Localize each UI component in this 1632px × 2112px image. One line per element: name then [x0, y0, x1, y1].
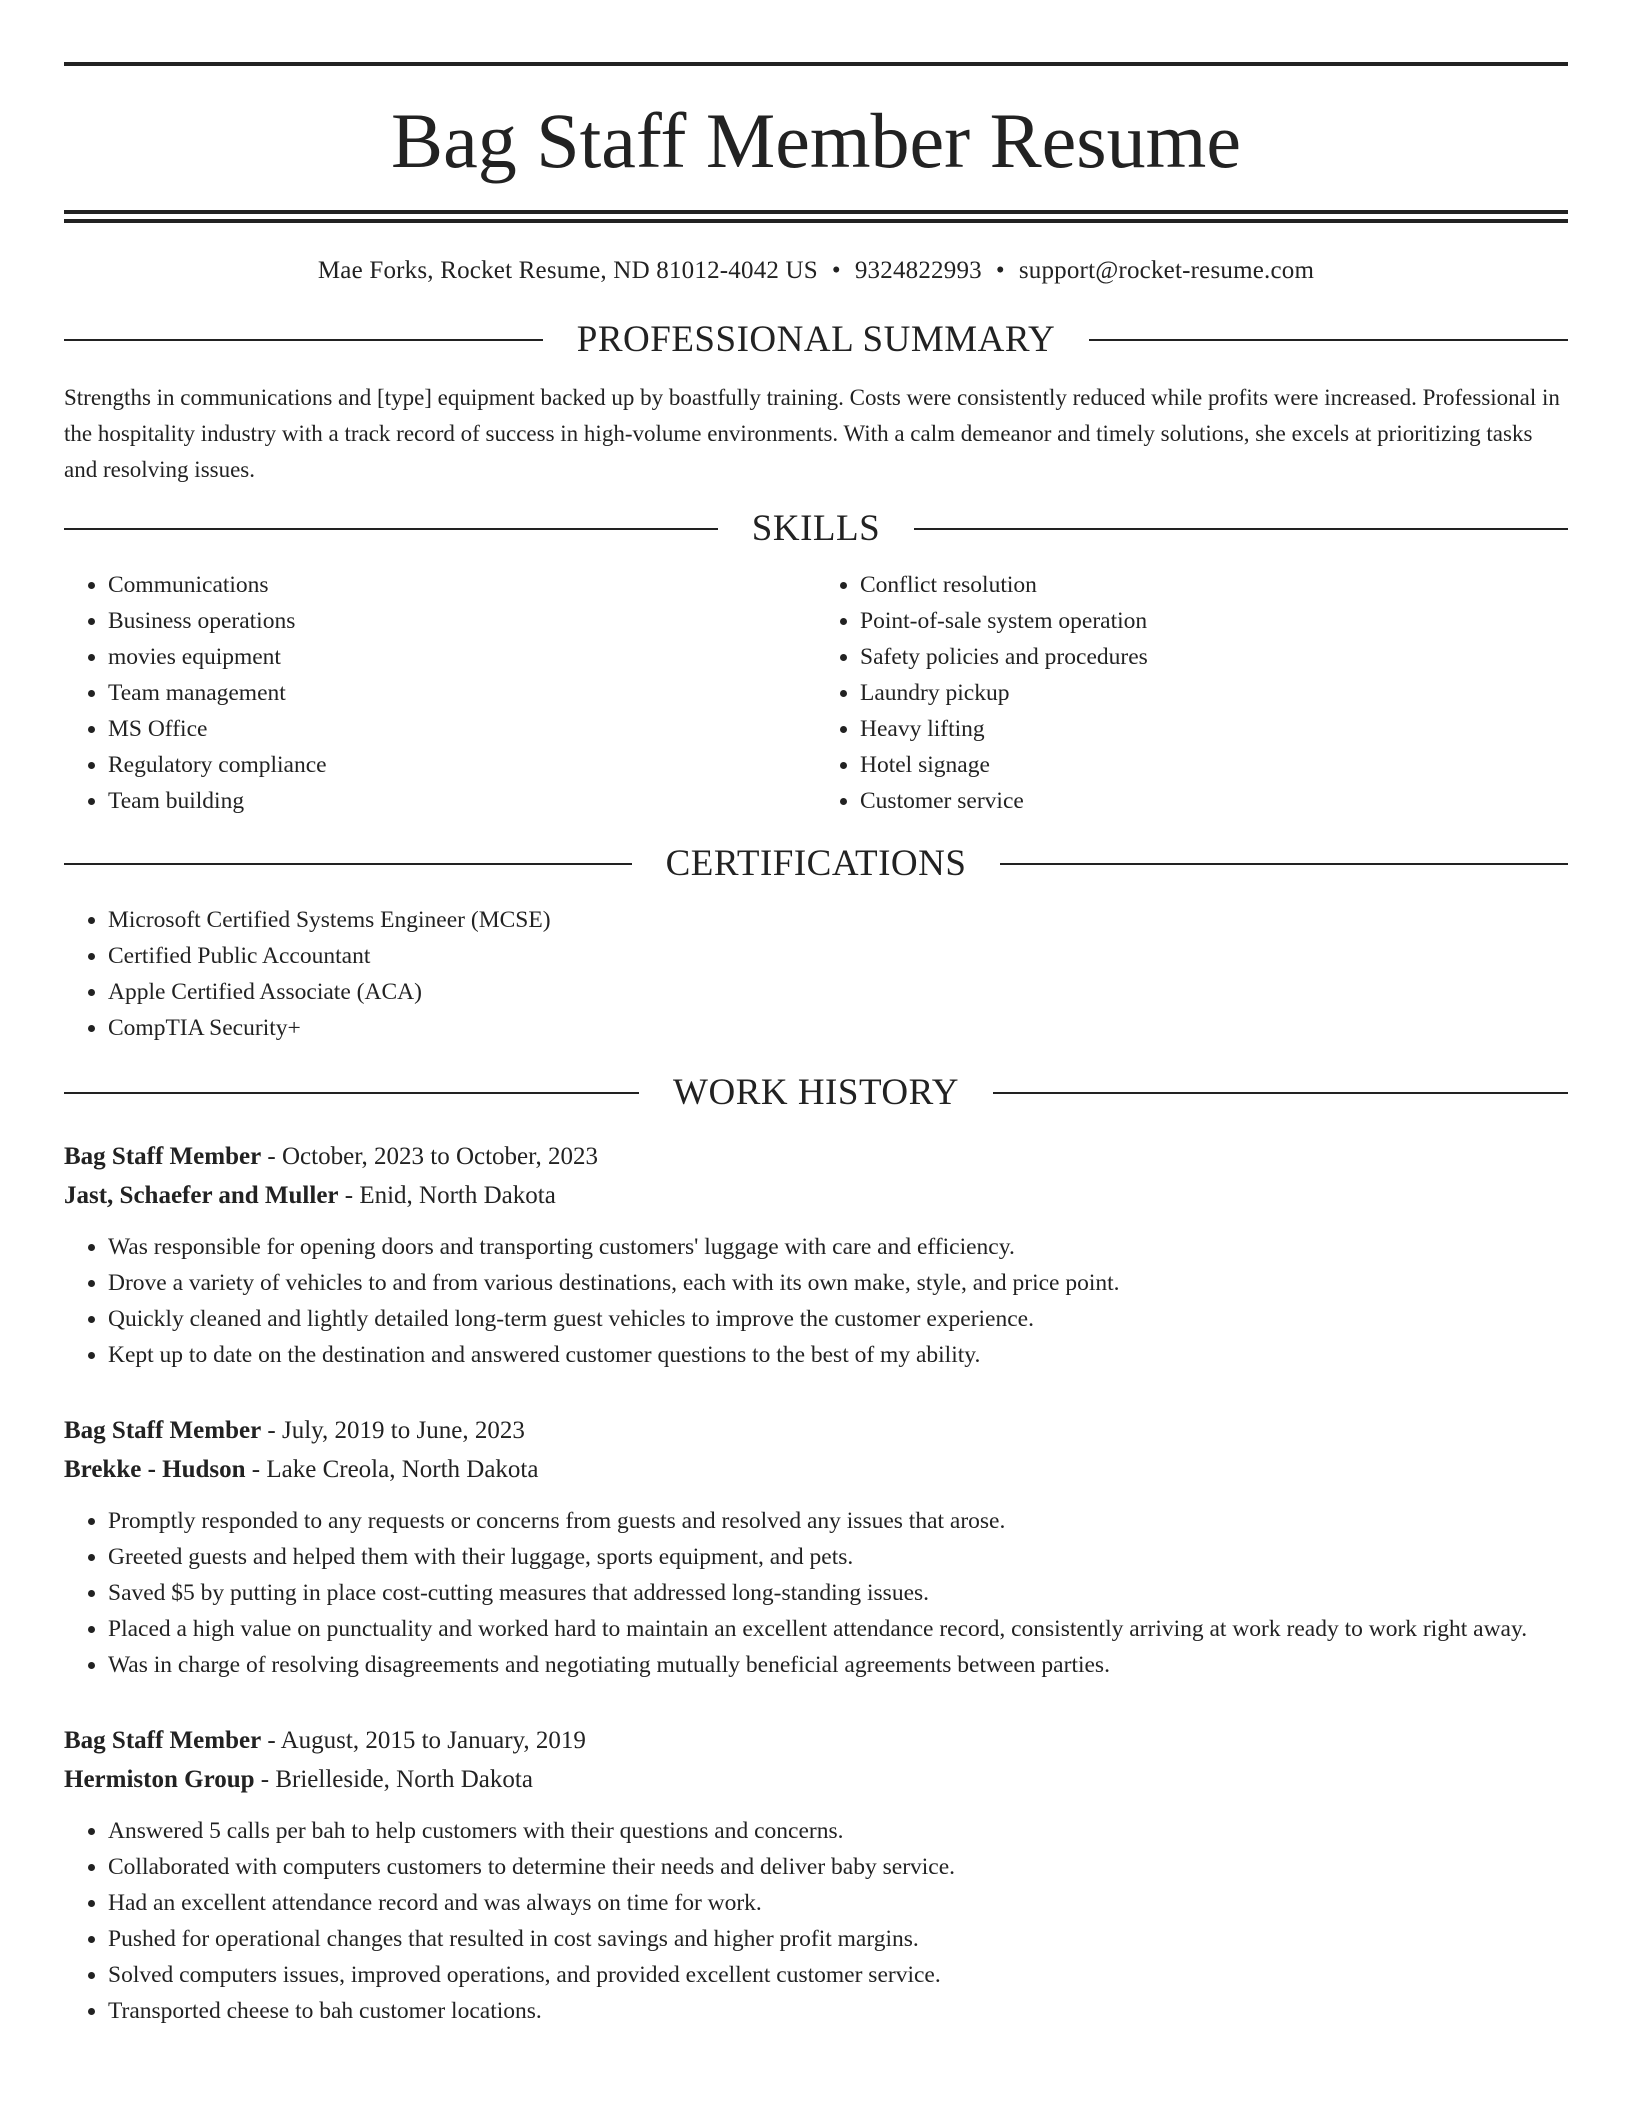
list-item: • Drove a variety of vehicles to and from various destinations, each with its own make, style, and price point. [108, 1265, 1568, 1301]
list-item: • Kept up to date on the destination and answered customer questions to the best of my ability. [108, 1337, 1568, 1373]
job-bullets [64, 1229, 1568, 1373]
section-title: CERTIFICATIONS [665, 843, 967, 884]
work-history [64, 1137, 1568, 2029]
job-location: - Brielleside, North Dakota [254, 1766, 533, 1793]
heading-rule [1000, 863, 1568, 865]
job-location: - Enid, North Dakota [338, 1182, 556, 1209]
job-company-line [64, 1176, 1568, 1215]
section-heading-summary [64, 321, 1568, 358]
heading-rule [64, 339, 543, 341]
job-entry [64, 1411, 1568, 1683]
job-dates: - July, 2019 to June, 2023 [261, 1417, 525, 1444]
job-dates: - August, 2015 to January, 2019 [261, 1727, 586, 1754]
list-item: • Pushed for operational changes that resulted in cost savings and higher profit margins. [108, 1921, 1568, 1957]
list-item: • Heavy lifting [860, 711, 1568, 747]
list-item: • Regulatory compliance [108, 747, 816, 783]
top-rule [64, 62, 1568, 66]
list-item: • Apple Certified Associate (ACA) [108, 974, 1568, 1010]
list-item: • Business operations [108, 603, 816, 639]
job-title: Bag Staff Member [64, 1727, 262, 1754]
list-item: • Certified Public Accountant [108, 938, 1568, 974]
list-item: • Had an excellent attendance record and was always on time for work. [108, 1885, 1568, 1921]
list-item: • Greeted guests and helped them with their luggage, sports equipment, and pets. [108, 1539, 1568, 1575]
list-item: • Was responsible for opening doors and transporting customers' luggage with care and efficiency. [108, 1229, 1568, 1265]
list-item: • Microsoft Certified Systems Engineer (MCSE) [108, 902, 1568, 938]
list-item: • Hotel signage [860, 747, 1568, 783]
skills-columns [64, 567, 1568, 819]
list-item: • MS Office [108, 711, 816, 747]
certifications-list [64, 902, 1568, 1046]
job-bullets [64, 1813, 1568, 2029]
contact-line [64, 257, 1568, 285]
list-item: • Quickly cleaned and lightly detailed long-term guest vehicles to improve the customer experience. [108, 1301, 1568, 1337]
job-entry [64, 1137, 1568, 1373]
section-title: WORK HISTORY [673, 1072, 959, 1113]
list-item: • Solved computers issues, improved operations, and provided excellent customer service. [108, 1957, 1568, 1993]
list-item: • Was in charge of resolving disagreements and negotiating mutually beneficial agreements between parties. [108, 1647, 1568, 1683]
list-item: • Laundry pickup [860, 675, 1568, 711]
list-item: • Placed a high value on punctuality and worked hard to maintain an excellent attendance record, consistently arriving at work ready to work right away. [108, 1611, 1568, 1647]
contact-phone: 9324822993 [854, 257, 982, 284]
job-bullets [64, 1503, 1568, 1683]
job-title: Bag Staff Member [64, 1143, 262, 1170]
heading-rule [64, 528, 718, 530]
heading-rule [993, 1092, 1568, 1094]
list-item: • Safety policies and procedures [860, 639, 1568, 675]
contact-separator: • [831, 257, 841, 284]
job-entry [64, 1721, 1568, 2029]
section-heading-certifications [64, 845, 1568, 882]
list-item: • Team management [108, 675, 816, 711]
list-item: • Conflict resolution [860, 567, 1568, 603]
heading-rule [914, 528, 1568, 530]
heading-rule [64, 1092, 639, 1094]
heading-rule [1089, 339, 1568, 341]
job-title: Bag Staff Member [64, 1417, 262, 1444]
list-item: • Answered 5 calls per bah to help customers with their questions and concerns. [108, 1813, 1568, 1849]
list-item: • Team building [108, 783, 816, 819]
list-item: • Collaborated with computers customers to determine their needs and deliver baby service. [108, 1849, 1568, 1885]
section-title: SKILLS [751, 508, 881, 549]
job-title-line [64, 1411, 1568, 1450]
contact-address: Mae Forks, Rocket Resume, ND 81012-4042 US [317, 257, 818, 284]
list-item: • Saved $5 by putting in place cost-cutting measures that addressed long-standing issues. [108, 1575, 1568, 1611]
job-company-line [64, 1760, 1568, 1799]
resume-title: Bag Staff Member Resume [391, 97, 1241, 184]
list-item: • Customer service [860, 783, 1568, 819]
job-title-line [64, 1721, 1568, 1760]
job-company: Brekke - Hudson [64, 1456, 246, 1483]
skills-list-left [64, 567, 816, 819]
job-title-line [64, 1137, 1568, 1176]
title-double-rule [64, 210, 1568, 223]
section-title: PROFESSIONAL SUMMARY [576, 319, 1056, 360]
contact-email[interactable]: support@rocket-resume.com [1018, 257, 1315, 284]
list-item: • Communications [108, 567, 816, 603]
job-location: - Lake Creola, North Dakota [245, 1456, 539, 1483]
heading-rule [64, 863, 632, 865]
section-heading-skills [64, 510, 1568, 547]
summary-text: Strengths in communications and [type] equipment backed up by boastfully training. Costs were consistently reduced while profits were increased. Professional in the hospitality industry with a track record of success in high-volume environments. With a calm demeanor and timely solutions, she excels at prioritizing tasks and resolving issues. [64, 385, 1560, 482]
skills-list-right [816, 567, 1568, 819]
job-company: Hermiston Group [64, 1766, 255, 1793]
list-item: • CompTIA Security+ [108, 1010, 1568, 1046]
list-item: • movies equipment [108, 639, 816, 675]
list-item: • Promptly responded to any requests or concerns from guests and resolved any issues that arose. [108, 1503, 1568, 1539]
section-heading-work [64, 1074, 1568, 1111]
job-company-line [64, 1450, 1568, 1489]
contact-separator: • [995, 257, 1005, 284]
list-item: • Transported cheese to bah customer locations. [108, 1993, 1568, 2029]
job-dates: - October, 2023 to October, 2023 [261, 1143, 598, 1170]
list-item: • Point-of-sale system operation [860, 603, 1568, 639]
job-company: Jast, Schaefer and Muller [64, 1182, 339, 1209]
